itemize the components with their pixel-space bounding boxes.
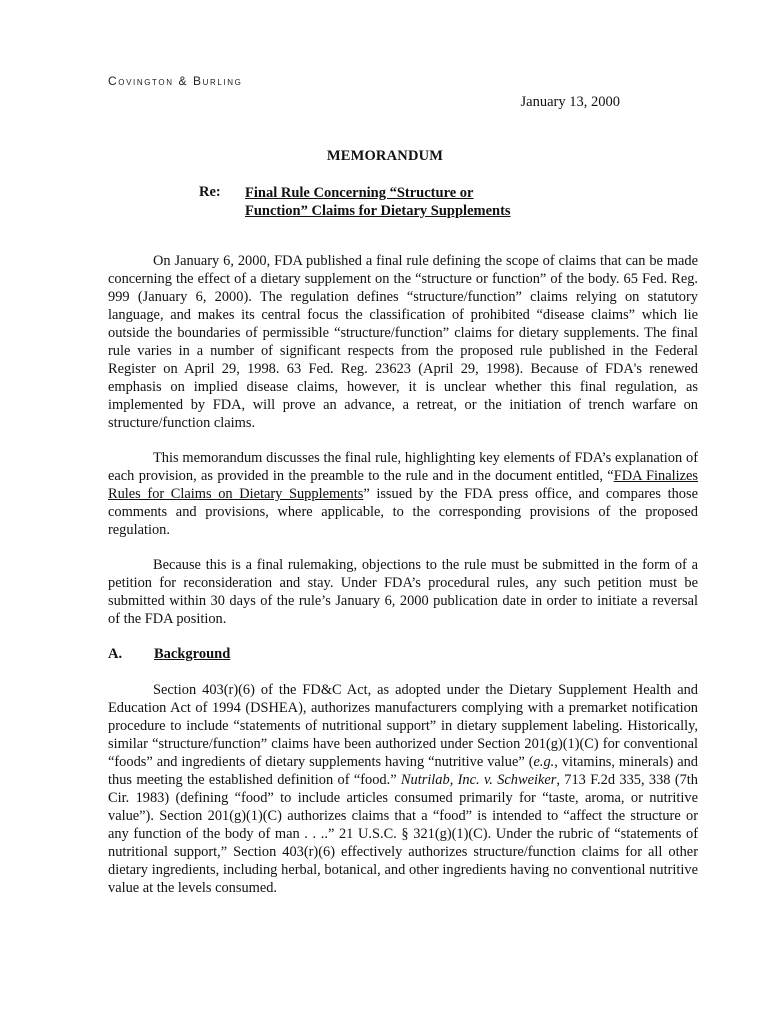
paragraph-background-text-3: , 713 F.2d 335, 338 (7th Cir. 1983) (defining “food” to include articles consumed primarily for “taste, aroma, or nutritive value”). Section 201(g)(1)(C) authorizes claims that a “food” is intended to “affect the structure or any function of the body of man . . ..” 21 U.S.C. § 321(g)(1)(C). Under the rubric of “statements of nutritional support,” Section 403(r)(6) effectively authorizes structure/function claims for all other dietary ingredients, including herbal, botanical, and other ingredients having no conventional nutritive value at the levels consumed. [108,772,698,896]
eg-abbrev: e.g. [533,754,555,770]
section-title: Background [154,646,231,662]
memo-date: January 13, 2000 [520,94,620,110]
section-letter: A. [108,646,123,662]
paragraph-background-text-2: , vitamins, minerals) and thus meeting the established definition of “food.” [108,754,698,788]
section-heading-background [108,645,698,663]
paragraph-background-text-1: Section 403(r)(6) of the FD&C Act, as adopted under the Dietary Supplement Health and Education Act of 1994 (DSHEA), authorizes manufacturers complying with a premarket notification procedure to include “statements of nutritional support” in dietary supplement labeling. Historically, similar “structure/function” claims have been authorized under Section 201(g)(1)(C) for conventional “foods” and ingredients of dietary supplements having “nutritive value” ( [108,682,698,770]
paragraph-discussion-text-1: This memorandum discusses the final rule, highlighting key elements of FDA’s explanation of each provision, as provided in the preamble to the rule and in the document entitled, “ [108,450,698,484]
memo-title: MEMORANDUM [326,148,444,164]
re-subject-line-1: Final Rule Concerning “Structure or [245,185,474,201]
paragraph-discussion [108,449,698,539]
re-subject-line-2: Function” Claims for Dietary Supplements [245,203,511,219]
re-subject [245,184,511,220]
re-label: Re: [199,184,221,200]
paragraph-rulemaking: Because this is a final rulemaking, objections to the rule must be submitted in the form of a petition for reconsideration and stay. Under FDA’s procedural rules, any such petition must be submitted within 30 days of the rule’s January 6, 2000 publication date in order to initiate a reversal of the FDA position. [108,557,698,627]
case-citation: Nutrilab, Inc. v. Schweiker [400,772,557,788]
paragraph-discussion-text-2: ” issued by the FDA press office, and compares those comments and provisions, where applicable, to the corresponding provisions of the proposed regulation. [108,486,698,538]
firm-name: Covington & Burling [108,74,243,88]
paragraph-intro: On January 6, 2000, FDA published a final rule defining the scope of claims that can be made concerning the effect of a dietary supplement on the “structure or function” of the body. 65 Fed. Reg. 999 (January 6, 2000). The regulation defines “structure/function” claims relying on statutory language, and makes its central focus the classification of prohibited “disease claims” which lie outside the boundaries of permissible “structure/function” claims for dietary supplements. The final rule varies in a number of significant respects from the proposed rule published in the Federal Register on April 29, 1998. 63 Fed. Reg. 23623 (April 29, 1998). Because of FDA's renewed emphasis on implied disease claims, however, it is unclear whether this final regulation, as implemented by FDA, will prove an advance, a retreat, or the initiation of trench warfare on structure/function claims. [108,253,698,431]
paragraph-background [108,681,698,897]
memo-body [108,252,698,914]
fda-press-document-link[interactable]: FDA Finalizes Rules for Claims on Dietary Supplements [108,468,699,502]
